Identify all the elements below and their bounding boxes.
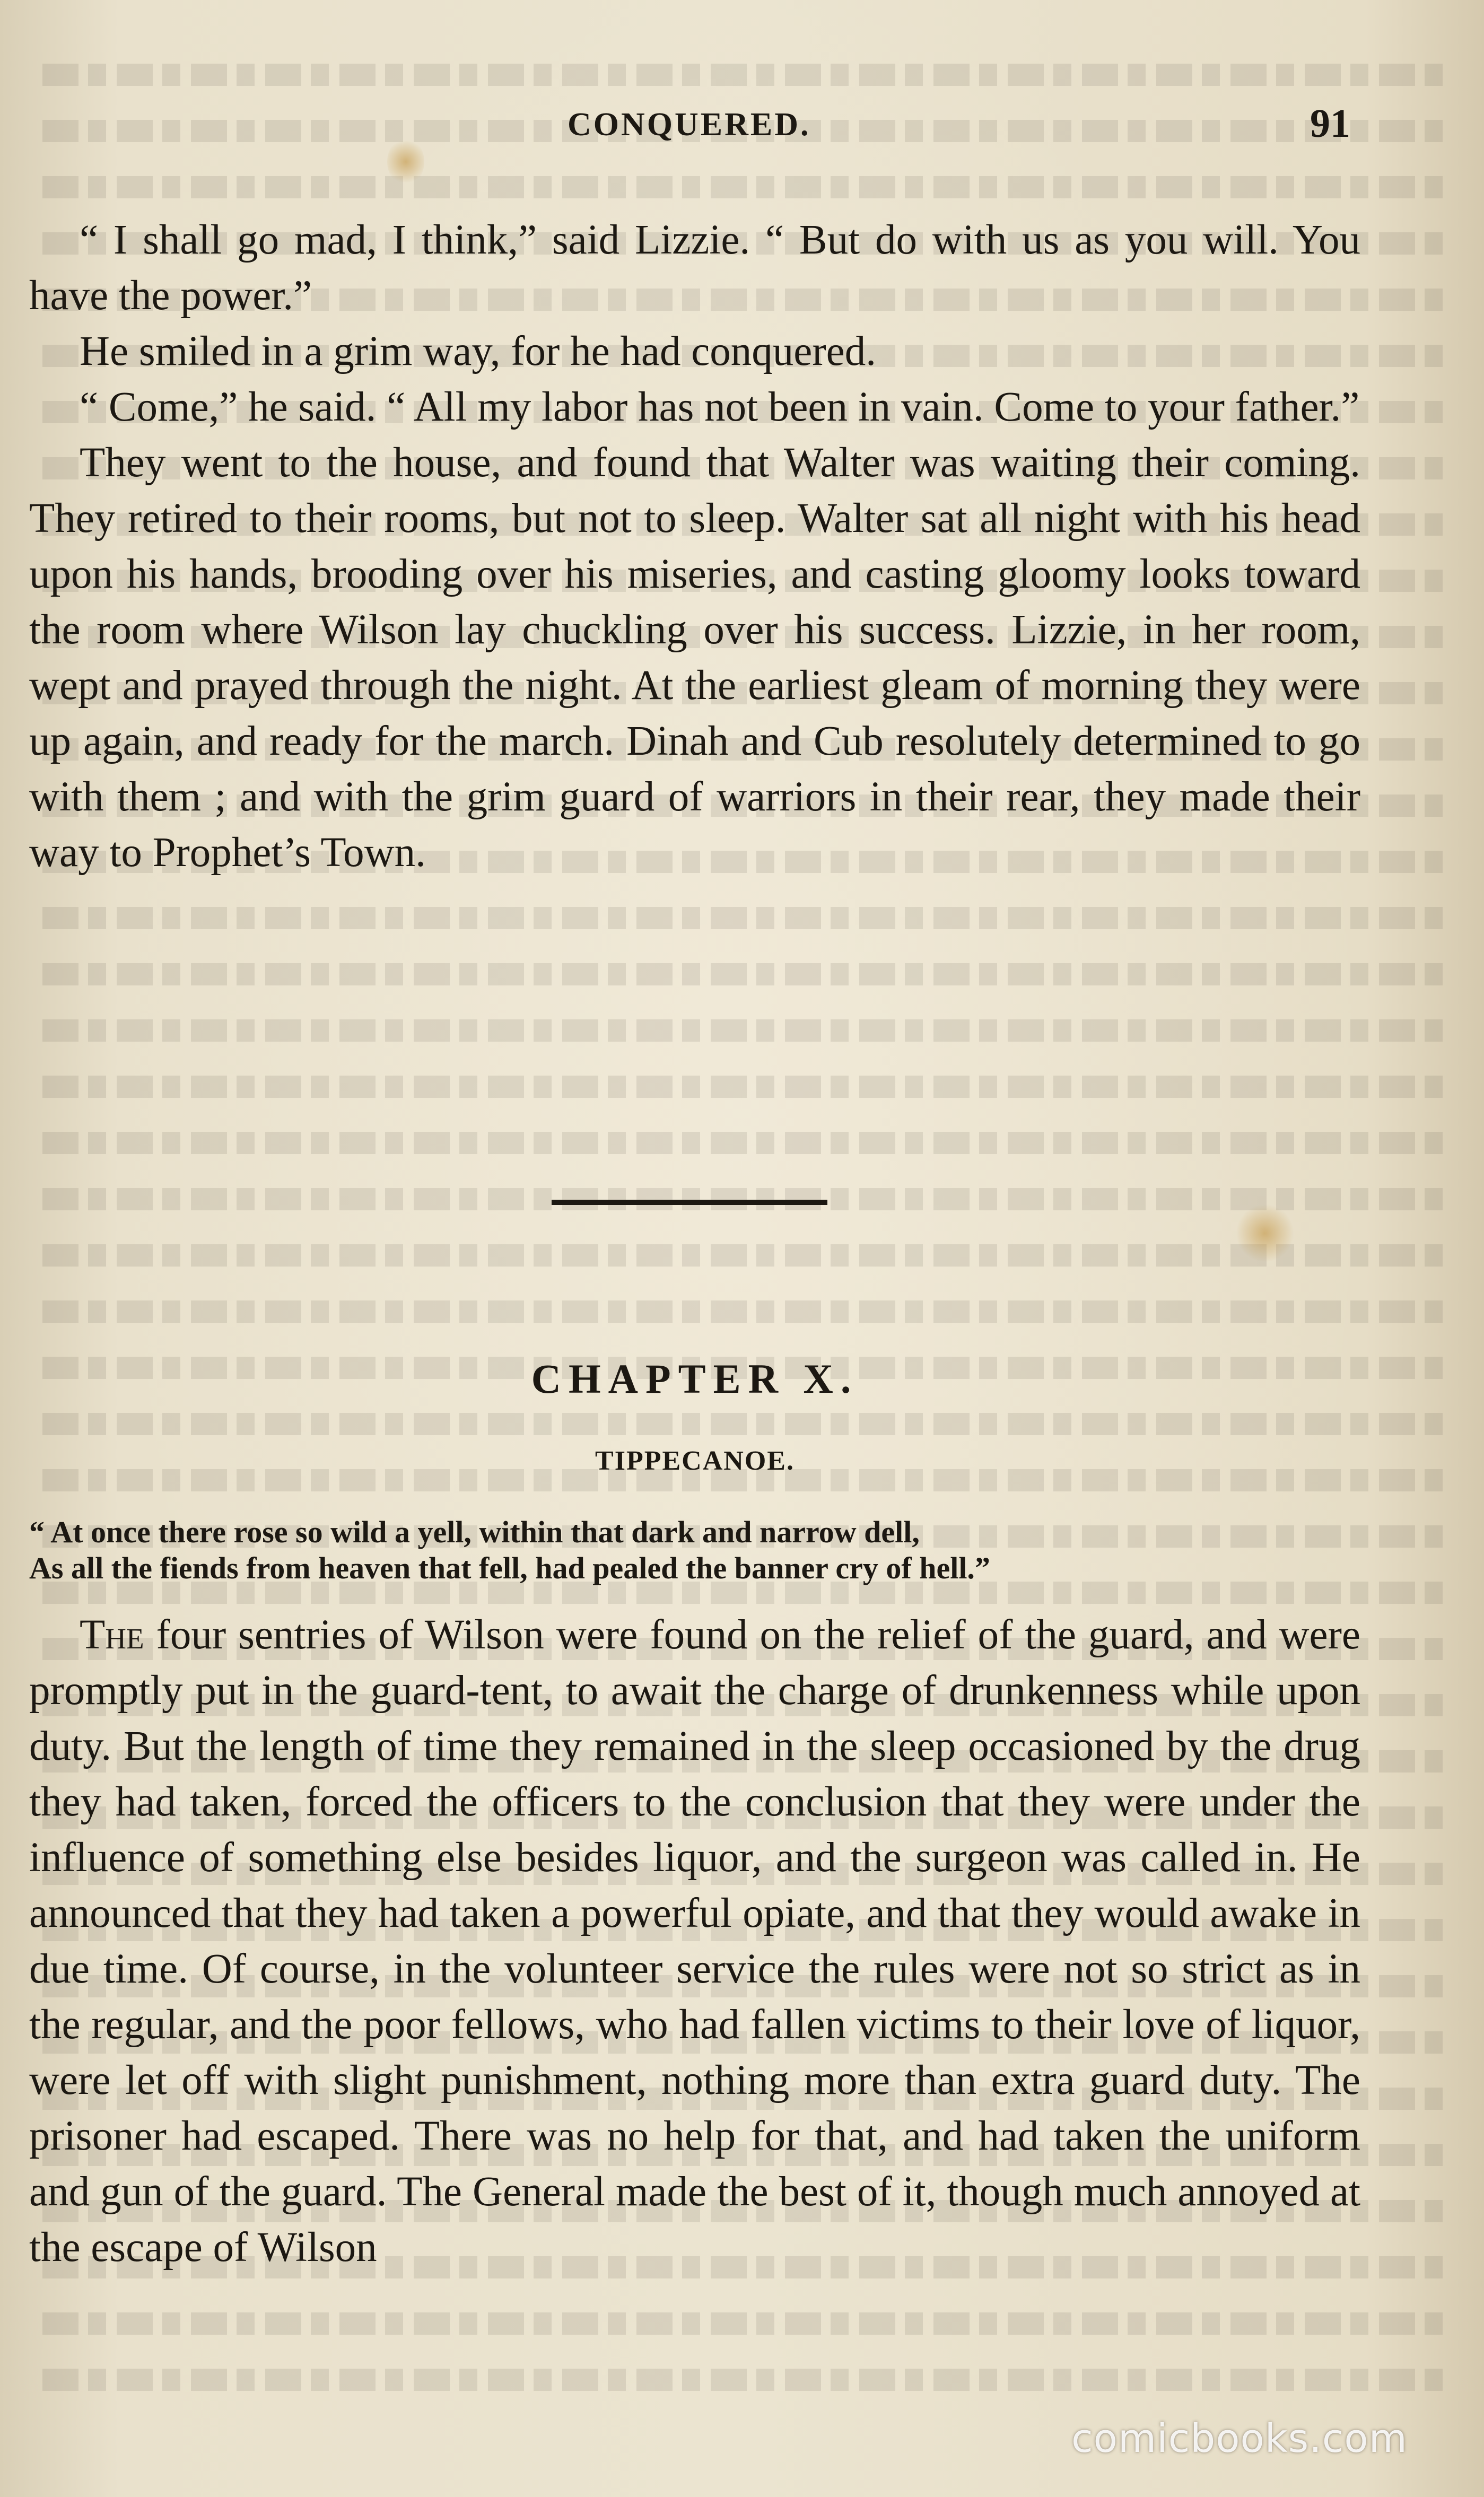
section-divider-rule [552, 1200, 827, 1205]
paragraph: “ Come,” he said. “ All my labor has not been in vain. Come to your father.” [80, 384, 1360, 430]
page-header [0, 101, 1484, 149]
paper-stain [1236, 1204, 1294, 1262]
chapter-title: CHAPTER X. [531, 1356, 859, 1402]
body-text-chapter [29, 1607, 1360, 2275]
paragraph: “ I shall go mad, I think,” said Lizzie. “ But do with us as you will. You have the power.” [29, 217, 1360, 319]
body-text-top [29, 212, 1360, 880]
chapter-opening-paragraph [29, 1607, 1360, 2275]
chapter-subtitle: TIPPECANOE. [595, 1446, 795, 1476]
site-watermark: comicbooks.com [1071, 2416, 1408, 2461]
chapter-epigraph [29, 1514, 1366, 1586]
paragraph: He smiled in a grim way, for he had conquered. [80, 328, 876, 374]
opening-word: The [80, 1612, 144, 1658]
running-head: CONQUERED. [568, 107, 811, 143]
opening-paragraph-text: four sentries of Wilson were found on the relief of the guard, and were promptly put in the guard-tent, to await the charge of drunkenness while upon duty. But the length of time they remained in the sleep occasioned by the drug they had taken, forced the officers to the conclusion that they were under the influence of something else besides liquor, and the surgeon was called in. He announced that they had taken a powerful opiate, and that they would awake in due time. Of course, in the volunteer service the rules were not so strict as in the regular, and the poor fellows, who had fallen victims to their love of liquor, were let off with slight punishment, nothing more than extra guard duty. The prisoner had escaped. There was no help for that, and had taken the uniform and gun of the guard. The General made the best of it, though much annoyed at the escape of Wilson [29, 1612, 1360, 2271]
epigraph-line: As all the fiends from heaven that fell, had pealed the banner cry of hell.” [29, 1551, 990, 1585]
epigraph-line: “ At once there rose so wild a yell, within that dark and narrow dell, [29, 1515, 920, 1549]
paragraph: They went to the house, and found that Walter was waiting their coming. They retired to their rooms, but not to sleep. Walter sat all night with his head upon his hands, brooding over his miseries, and casting gloomy looks toward the room where Wilson lay chuckling over his success. Lizzie, in her room, wept and prayed through the night. At the earliest gleam of morning they were up again, and ready for the march. Dinah and Cub resolutely determined to go with them ; and with the grim guard of warriors in their rear, they made their way to Prophet’s Town. [29, 440, 1360, 876]
page-number: 91 [1310, 101, 1350, 146]
